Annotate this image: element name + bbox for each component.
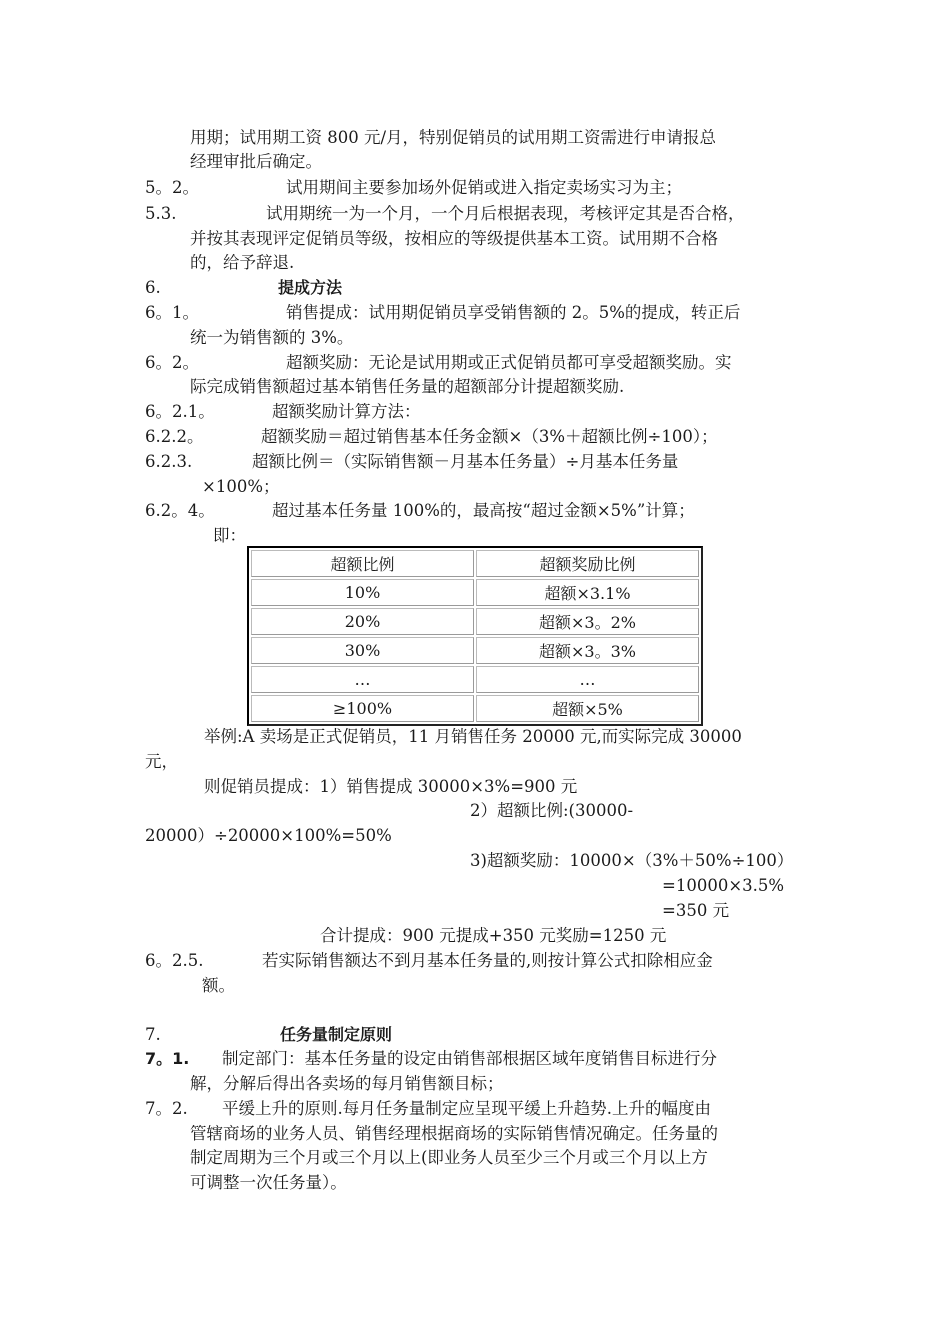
bonus-ratio-table — [247, 546, 703, 726]
text-line: 3)超额奖励：10000×（3%＋50%÷100） — [470, 851, 794, 870]
text-line: 制定部门：基本任务量的设定由销售部根据区域年度销售目标进行分 — [222, 1049, 717, 1068]
table-cell: 超额×5% — [476, 695, 699, 722]
table-cell: … — [251, 666, 474, 693]
text-line: 超额比例＝（实际销售额－月基本任务量）÷月基本任务量 — [252, 452, 679, 471]
section-number: 7。1. — [145, 1049, 190, 1068]
text-line: 超额奖励＝超过销售基本任务金额×（3%＋超额比例÷100）； — [261, 427, 718, 446]
text-line: 额。 — [202, 976, 235, 995]
section-number: 6。2.5. — [145, 951, 204, 970]
section-number: 7. — [145, 1025, 161, 1044]
text-line: 平缓上升的原则.每月任务量制定应呈现平缓上升趋势.上升的幅度由 — [222, 1099, 711, 1118]
text-line: 用期；试用期工资 800 元/月，特别促销员的试用期工资需进行申请报总 — [190, 128, 717, 147]
text-line: 并按其表现评定促销员等级，按相应的等级提供基本工资。试用期不合格 — [190, 229, 718, 248]
text-line: 则促销员提成：1）销售提成 30000×3%=900 元 — [204, 777, 578, 796]
text-line: 若实际销售额达不到月基本任务量的,则按计算公式扣除相应金 — [262, 951, 713, 970]
text-line: 超额奖励计算方法： — [272, 402, 421, 421]
text-line: 销售提成：试用期促销员享受销售额的 2。5%的提成，转正后 — [286, 303, 741, 322]
table-cell: 10% — [251, 579, 474, 606]
section-number: 5.3. — [145, 204, 177, 223]
text-line: 经理审批后确定。 — [190, 152, 322, 171]
section-number: 6.2.2。 — [145, 427, 204, 446]
text-line: 即： — [213, 526, 246, 545]
section-number: 6.2。4。 — [145, 501, 215, 520]
section-number: 5。2。 — [145, 178, 199, 197]
text-line: 的，给予辞退. — [190, 253, 295, 272]
text-line: 20000）÷20000×100%=50% — [145, 826, 392, 845]
text-line: 超过基本任务量 100%的，最高按“超过金额×5%”计算； — [272, 501, 695, 520]
table-cell: 超额×3.1% — [476, 579, 699, 606]
text-line: 试用期间主要参加场外促销或进入指定卖场实习为主； — [286, 178, 682, 197]
table-row — [251, 579, 699, 606]
text-line: 试用期统一为一个月，一个月后根据表现，考核评定其是否合格， — [266, 204, 745, 223]
table-row — [251, 695, 699, 722]
table-cell: 超额×3。2% — [476, 608, 699, 635]
text-line: 2）超额比例:(30000- — [470, 801, 634, 820]
section-number: 6。1。 — [145, 303, 199, 322]
section-number: 6.2.3. — [145, 452, 193, 471]
text-line: 管辖商场的业务人员、销售经理根据商场的实际销售情况确定。任务量的 — [190, 1124, 718, 1143]
table-header-cell: 超额比例 — [251, 550, 474, 577]
table-cell: 20% — [251, 608, 474, 635]
table-cell: 30% — [251, 637, 474, 664]
text-line: ×100%； — [202, 477, 280, 496]
text-line: 解，分解后得出各卖场的每月销售额目标； — [190, 1074, 504, 1093]
table-row — [251, 666, 699, 693]
section-number: 6。2。 — [145, 353, 199, 372]
section-number: 6. — [145, 278, 161, 297]
text-line: 合计提成：900 元提成+350 元奖励=1250 元 — [320, 926, 667, 945]
text-line: 际完成销售额超过基本销售任务量的超额部分计提超额奖励. — [190, 377, 625, 396]
table-cell: ≥100% — [251, 695, 474, 722]
table-header-cell: 超额奖励比例 — [476, 550, 699, 577]
table-cell: … — [476, 666, 699, 693]
section-heading: 任务量制定原则 — [280, 1025, 393, 1044]
text-line: 统一为销售额的 3%。 — [190, 328, 354, 347]
section-number: 6。2.1。 — [145, 402, 215, 421]
table-row — [251, 637, 699, 664]
text-line: 元， — [145, 752, 178, 771]
section-number: 7。2. — [145, 1099, 188, 1118]
text-line: 制定周期为三个月或三个月以上(即业务人员至少三个月或三个月以上方 — [190, 1148, 708, 1167]
table-header-row — [251, 550, 699, 577]
table-row — [251, 608, 699, 635]
text-line: 可调整一次任务量）。 — [190, 1173, 347, 1192]
text-line: 举例:A 卖场是正式促销员，11 月销售任务 20000 元,而实际完成 30000 — [204, 727, 742, 746]
text-line: 超额奖励：无论是试用期或正式促销员都可享受超额奖励。实 — [286, 353, 732, 372]
text-line: =350 元 — [662, 901, 730, 920]
table-cell: 超额×3。3% — [476, 637, 699, 664]
section-heading: 提成方法 — [278, 278, 343, 297]
text-line: =10000×3.5% — [662, 876, 785, 895]
